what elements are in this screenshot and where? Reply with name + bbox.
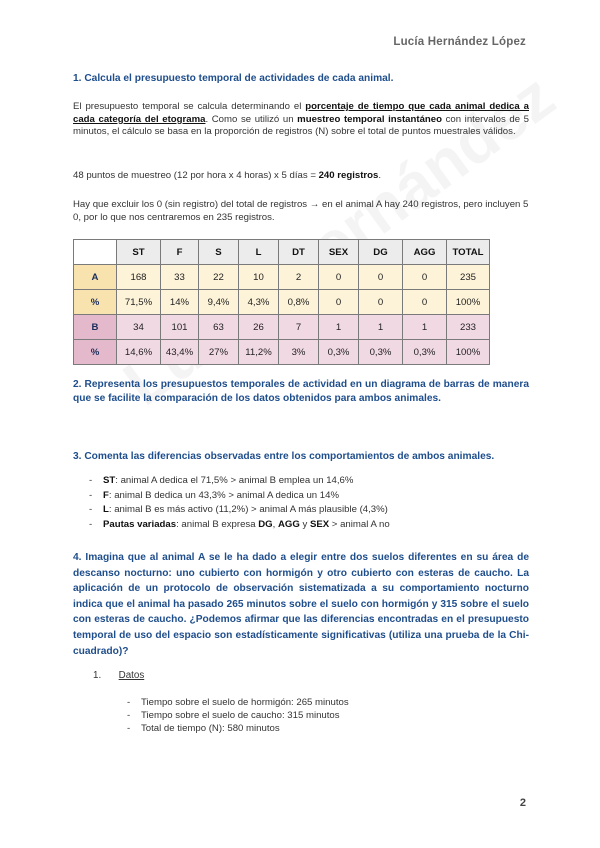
item-text: : animal A dedica el 71,5% > animal B emplea un 14,6% [115, 475, 354, 486]
p1-text-c: . Como se utilizó un [205, 113, 298, 125]
data-list [111, 697, 511, 735]
table-cell: 27% [199, 340, 239, 365]
row-label: B [74, 315, 117, 340]
table-cell: 14% [161, 290, 199, 315]
item-key: SEX [309, 518, 330, 530]
table-cell: 33 [161, 265, 199, 290]
table-cell: 1 [319, 315, 359, 340]
table-cell: 1 [359, 315, 403, 340]
table-cell: 235 [447, 265, 490, 290]
table-cell: 26 [239, 315, 279, 340]
list-item [73, 518, 529, 533]
table-cell: 168 [117, 265, 161, 290]
item-key: AGG [277, 518, 300, 530]
table-cell: 10 [239, 265, 279, 290]
table-row-animal-b-percent [74, 340, 490, 365]
table-cell: 2 [279, 265, 319, 290]
table-corner-cell [74, 240, 117, 265]
item-text: : animal B es más activo (11,2%) > animal A más plausible (4,3%) [108, 504, 388, 515]
numbered-item-datos [93, 670, 549, 681]
column-header: L [239, 240, 279, 265]
question-1-paragraph-1 [73, 101, 529, 139]
column-header: ST [117, 240, 161, 265]
item-key: DG [258, 518, 273, 530]
row-label: % [74, 290, 117, 315]
table-cell: 9,4% [199, 290, 239, 315]
table-cell: 11,2% [239, 340, 279, 365]
table-row-animal-b [74, 315, 490, 340]
table-cell: 22 [199, 265, 239, 290]
question-1-paragraph-3: Hay que excluir los 0 (sin registro) del total de registros → en el animal A hay 240 registros, pero incluyen 5 0, por lo que nos centraremos en 235 registros. [73, 199, 529, 223]
column-header: SEX [319, 240, 359, 265]
item-key: ST [103, 475, 116, 486]
table-cell: 1 [403, 315, 447, 340]
column-header: DT [279, 240, 319, 265]
p2-text-c: . [378, 170, 381, 181]
item-key: L [103, 504, 109, 515]
page-number: 2 [519, 797, 526, 809]
list-item [73, 489, 529, 504]
table-header-row [74, 240, 490, 265]
item-text: > animal A no [329, 518, 390, 530]
question-2-title: 2. Representa los presupuestos temporales de actividad en un diagrama de barras de manera que se facilite la comparación de los datos obtenidos para ambos animales. [73, 379, 529, 404]
column-header: TOTAL [447, 240, 490, 265]
column-header: F [161, 240, 199, 265]
list-item: - Tiempo sobre el suelo de hormigón: 265 minutos [111, 697, 511, 710]
question-1-paragraph-2 [73, 170, 529, 183]
table-cell: 7 [279, 315, 319, 340]
list-item [73, 474, 529, 489]
question-3-title: 3. Comenta las diferencias observadas entre los comportamientos de ambos animales. [73, 451, 495, 462]
table-cell: 0 [359, 265, 403, 290]
table-cell: 0 [403, 290, 447, 315]
p2-bold-registros: 240 registros [318, 170, 379, 181]
list-item: - Total de tiempo (N): 580 minutos [111, 723, 511, 736]
table-cell: 0,3% [359, 340, 403, 365]
differences-list [73, 474, 529, 532]
row-label: % [74, 340, 117, 365]
list-item: - Tiempo sobre el suelo de caucho: 315 minutos [111, 710, 511, 723]
table-cell: 0 [359, 290, 403, 315]
p1-highlight-percentage: porcentaje de tiempo que cada animal dedica a cada categoría del etograma [73, 101, 529, 125]
table-cell: 14,6% [117, 340, 161, 365]
item-key: Pautas variadas [103, 518, 177, 530]
item-text: y [299, 518, 310, 530]
table-cell: 100% [447, 340, 490, 365]
row-label: A [74, 265, 117, 290]
table-cell: 4,3% [239, 290, 279, 315]
table-cell: 0,3% [319, 340, 359, 365]
table-cell: 233 [447, 315, 490, 340]
item-text: : animal B dedica un 43,3% > animal A dedica un 14% [108, 489, 340, 501]
table-cell: 34 [117, 315, 161, 340]
table-cell: 43,4% [161, 340, 199, 365]
table-cell: 0 [403, 265, 447, 290]
list-title: Datos [118, 670, 145, 681]
table-cell: 3% [279, 340, 319, 365]
p2-text-a: 48 puntos de muestreo (12 por hora x 4 horas) x 5 días = [73, 170, 319, 181]
item-key: F [103, 489, 109, 501]
question-1-title: 1. Calcula el presupuesto temporal de actividades de cada animal. [73, 73, 394, 84]
list-number: 1. [93, 670, 102, 681]
table-row-animal-a-percent [74, 290, 490, 315]
table-cell: 101 [161, 315, 199, 340]
table-cell: 63 [199, 315, 239, 340]
table-cell: 0,8% [279, 290, 319, 315]
p1-text-e: con intervalos de 5 minutos, el cálculo se basa en la proporción de registros (N) sobre el total de puntos muestrales válidos. [73, 113, 529, 138]
list-item [73, 503, 529, 518]
p1-text-a: El presupuesto temporal se calcula determinando el [73, 101, 306, 112]
table-cell: 100% [447, 290, 490, 315]
author-header: Lucía Hernández López [393, 36, 526, 48]
item-text: : animal B expresa [176, 518, 259, 530]
column-header: AGG [403, 240, 447, 265]
table-cell: 0 [319, 290, 359, 315]
column-header: S [199, 240, 239, 265]
column-header: DG [359, 240, 403, 265]
p1-bold-sampling: muestreo temporal instantáneo [297, 113, 442, 125]
time-budget-table [73, 239, 490, 365]
table-cell: 0,3% [403, 340, 447, 365]
question-4-title: 4. Imagina que al animal A se le ha dado a elegir entre dos suelos diferentes en su área de descanso nocturno: uno cubierto con hormigón y otro cubierto con esteras de caucho. La aplicación de un protocolo de observación sistematizada a su comportamiento nocturno indica que el animal ha pasado 265 minutos sobre el suelo con hormigón y 315 sobre el suelo con esteras de caucho. ¿Podemos afirmar que las diferencias encontradas en el presupuesto temporal de uso del espacio son estadísticamente significativas (utiliza una prueba de la Chi-cuadrado)? [73, 552, 529, 657]
table-cell: 0 [319, 265, 359, 290]
item-text: , [272, 518, 278, 530]
table-row-animal-a [74, 265, 490, 290]
table-cell: 71,5% [117, 290, 161, 315]
